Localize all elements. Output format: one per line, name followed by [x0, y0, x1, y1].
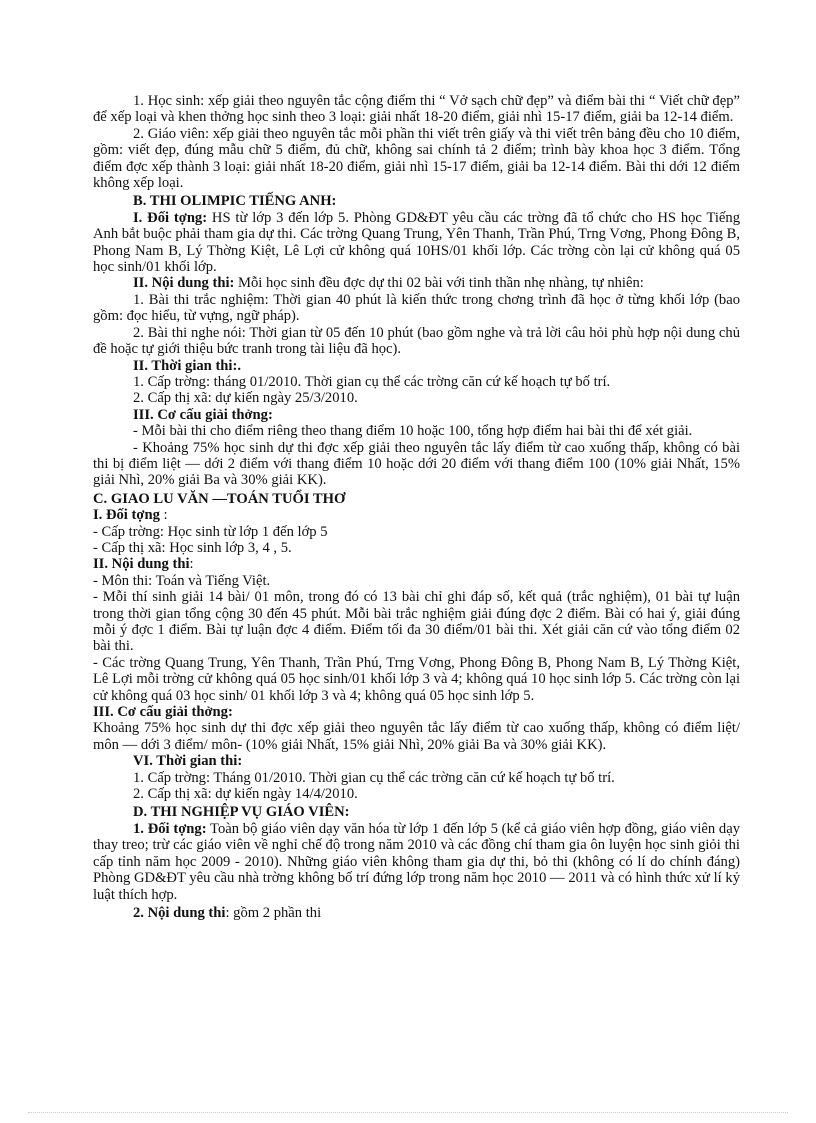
section-b-co-cau-heading: III. Cơ cấu giải thởng:: [133, 406, 273, 423]
section-c-thoi-gian-heading: VI. Thời gian thi:: [133, 753, 243, 770]
section-c-noi-dung-label: II. Nội dung thi: [93, 556, 190, 573]
section-b-noi-dung: [93, 275, 740, 291]
section-c-doi-tuong-suffix: :: [159, 507, 168, 524]
section-c-mon-thi: - Môn thi: Toán và Tiếng Việt.: [93, 572, 271, 589]
section-c-doi-tuong-label: I. Đối tợng: [93, 507, 160, 524]
paragraph-giao-vien-xep-giai: 2. Giáo viên: xếp giải theo nguyên tắc mỗi phần thi viết trên giấy và thi viết trên bảng đều cho 10 điểm, gồm: viết đẹp, đúng mẫu chữ 5 điểm, đủ chữ, không sai chính tả 2 điểm; trình bày khoa học 3 điểm. Tổng điểm đợc xếp thành 3 loại: giải nhất 18-20 điểm, giải nhì 15-17 điểm, giải ba 12-14 điểm. Bài thi dới 12 điểm không xếp loại.: [93, 125, 740, 192]
section-c-doi-tuong-cap-thi-xa: - Cấp thị xã: Học sinh lớp 3, 4 , 5.: [93, 539, 292, 556]
section-c-co-cau-heading: III. Cơ cấu giải thởng:: [93, 704, 233, 721]
section-d-noi-dung-label: 2. Nội dung thi: [133, 904, 226, 921]
section-b-co-cau-1: - Mỗi bài thi cho điểm riêng theo thang điểm 10 hoặc 100, tổng hợp điểm hai bài thi để xét giải.: [133, 423, 693, 440]
section-d-heading: D. THI NGHIỆP VỤ GIÁO VIÊN:: [133, 804, 350, 821]
section-c-co-cau-text: Khoảng 75% học sinh dự thi đợc xếp giải theo nguyên tắc lấy điểm từ cao xuống thấp, không có điểm liệt/ môn — dới 3 điểm/ môn- (10% giải Nhất, 15% giải Nhì, 20% giải Ba và 30% giải KK).: [93, 720, 740, 753]
section-c-noi-dung-heading: [93, 556, 740, 572]
section-d-noi-dung-text: : gồm 2 phần thi: [225, 904, 322, 921]
section-d-noi-dung: [93, 905, 740, 921]
section-c-doi-tuong-heading: [93, 507, 740, 523]
section-c-noi-dung-3: - Các trờng Quang Trung, Yên Thanh, Trần Phú, Trng Vơng, Phong Đông B, Phong Nam B, Lý Thờng Kiệt, Lê Lợi mỗi trờng cử không quá 05 học sinh/01 khối lớp 3 và 4; không quá 10 học sinh lớp 5. Các trờng còn lại cử không quá 03 học sinh/ 01 khối lớp 3 và 4; không quá 05 học sinh lớp 5.: [93, 654, 740, 704]
section-b-doi-tuong: [93, 210, 740, 276]
section-b-noi-dung-text: Mỗi học sinh đều đợc dự thi 02 bài với tinh thần nhẹ nhàng, tự nhiên:: [234, 275, 644, 292]
section-b-thoi-gian-heading: II. Thời gian thi:.: [133, 357, 241, 374]
page-bottom-divider: [28, 1112, 788, 1113]
section-b-noi-dung-label: II. Nội dung thi:: [133, 275, 235, 292]
section-b-doi-tuong-text: HS từ lớp 3 đến lớp 5. Phòng GD&ĐT yêu cầu các trờng đã tổ chức cho HS học Tiếng Anh bắt buộc phải tham gia dự thi. Các trờng Quang Trung, Yên Thanh, Trần Phú, Trng Vơng, Phong Đông B, Phong Nam B, Lý Thờng Kiệt, Lê Lợi cử không quá 10HS/01 khối lớp. Các trờng còn lại cử không quá 05 học sinh/01 khối lớp.: [93, 209, 740, 276]
section-c-heading: C. GIAO LU VĂN —TOÁN TUỔI THƠ: [93, 490, 346, 507]
document-body: [93, 93, 740, 921]
section-c-noi-dung-suffix: :: [189, 556, 194, 573]
section-c-doi-tuong-cap-truong: - Cấp trờng: Học sinh từ lớp 1 đến lớp 5: [93, 523, 328, 540]
section-d-doi-tuong-label: 1. Đối tợng:: [133, 820, 207, 837]
section-b-thoi-gian-cap-thi-xa: 2. Cấp thị xã: dự kiến ngày 25/3/2010.: [133, 390, 358, 407]
section-b-co-cau-2: - Khoảng 75% học sinh dự thi đợc xếp giải theo nguyên tắc lấy điểm từ cao xuống thấp, không có bài thi bị điểm liệt — dới 2 điểm với thang điểm 10 hoặc dới 20 điểm với thang điểm 100 (10% giải Nhất, 15% giải Nhì, 20% giải Ba và 30% giải KK).: [93, 439, 740, 489]
section-b-thoi-gian-cap-truong: 1. Cấp trờng: tháng 01/2010. Thời gian cụ thể các trờng căn cứ kế hoạch tự bố trí.: [133, 373, 611, 390]
section-c-thoi-gian-cap-truong: 1. Cấp trờng: Tháng 01/2010. Thời gian cụ thể các trờng căn cứ kế hoạch tự bố trí.: [133, 769, 615, 786]
section-b-bai-thi-nghe-noi: 2. Bài thi nghe nói: Thời gian từ 05 đến 10 phút (bao gồm nghe và trả lời câu hỏi phù hợp nội dung chủ đề hoặc tự giới thiệu bức tranh trong tài liệu đã học).: [93, 324, 740, 358]
section-b-doi-tuong-label: I. Đối tợng:: [133, 209, 208, 226]
section-b-heading: B. THI OLIMPIC TIẾNG ANH:: [133, 193, 337, 210]
section-b-bai-thi-trac-nghiem: 1. Bài thi trắc nghiệm: Thời gian 40 phút là kiến thức trong chơng trình đã học ở từng khối lớp (bao gồm: đọc hiểu, từ vựng, ngữ pháp).: [93, 291, 740, 325]
section-c-thoi-gian-cap-thi-xa: 2. Cấp thị xã: dự kiến ngày 14/4/2010.: [133, 786, 358, 803]
paragraph-hoc-sinh-xep-giai: 1. Học sinh: xếp giải theo nguyên tắc cộng điểm thi “ Vở sạch chữ đẹp” và điểm bài thi “ Viết chữ đẹp” để xếp loại và khen thởng học sinh theo 3 loại: giải nhất 18-20 điểm, giải nhì 15-17 điểm, giải ba 12-14 điểm.: [93, 93, 740, 126]
section-c-noi-dung-2: - Mỗi thí sinh giải 14 bài/ 01 môn, trong đó có 13 bài chỉ ghi đáp số, kết quả (trắc nghiệm), 01 bài tự luận trong thời gian tổng cộng 30 đến 45 phút. Mỗi bài trắc nghiệm giải đúng đợc 2 điểm. Bài có hai ý, giải đúng mỗi ý đợc 1 điểm. Bài tự luận đợc 4 điểm. Điểm tối đa 30 điểm/01 bài thi. Xét giải căn cứ vào tổng điểm 02 bài thi.: [93, 589, 740, 655]
section-d-doi-tuong: [93, 821, 740, 903]
section-d-doi-tuong-text: Toàn bộ giáo viên dạy văn hóa từ lớp 1 đến lớp 5 (kể cả giáo viên hợp đồng, giáo viên dạy thay treo; trừ các giáo viên về nghỉ chế độ trong năm 2010 và các đồng chí tham gia ôn luyện học sinh giỏi thi cấp tỉnh năm học 2009 - 2010). Những giáo viên không tham gia dự thi, bỏ thi (không có lí do chính đáng) Phòng GD&ĐT yêu cầu nhà trờng không bố trí đứng lớp trong năm học 2010 — 2011 và có hình thức xử lí kỷ luật thích hợp.: [93, 820, 740, 903]
